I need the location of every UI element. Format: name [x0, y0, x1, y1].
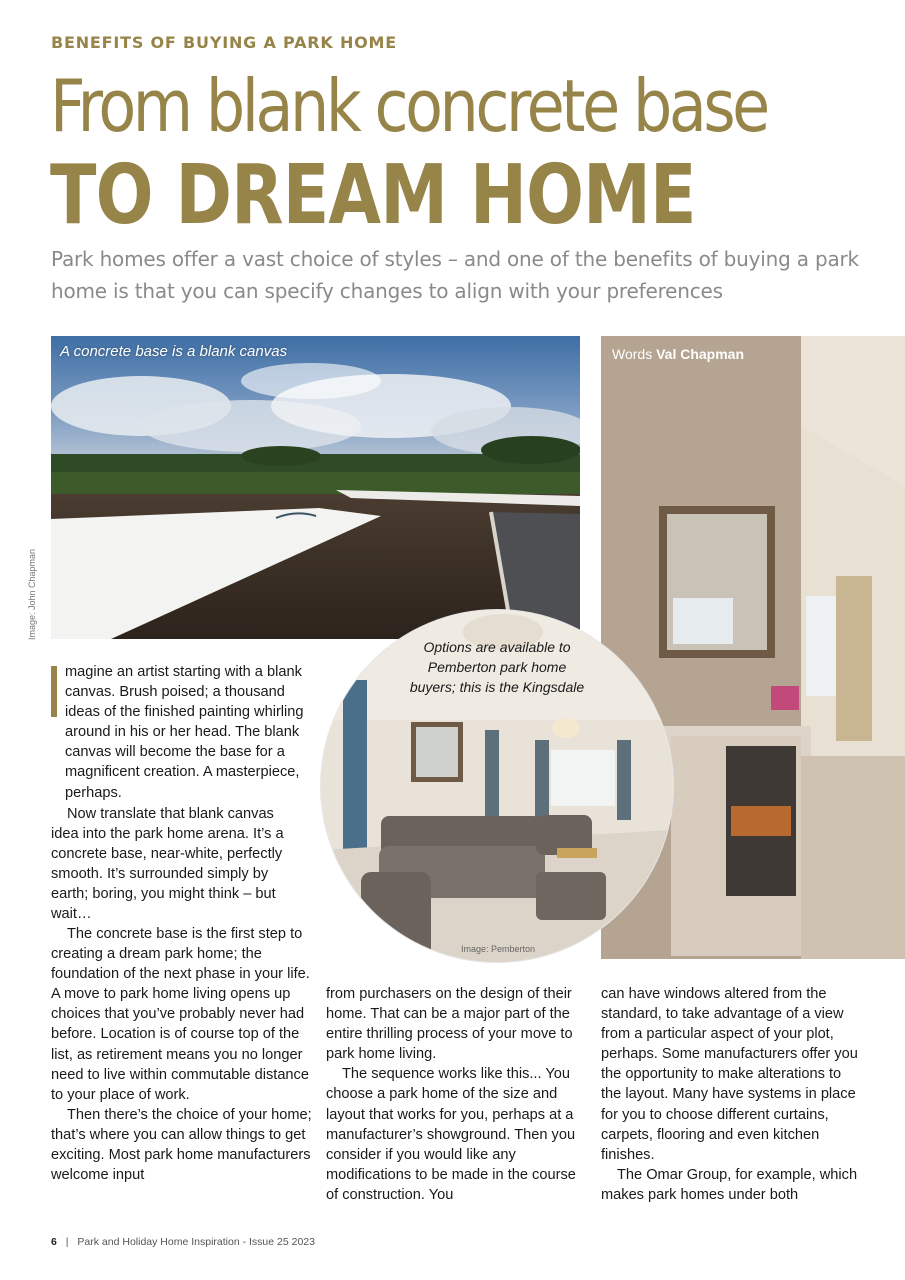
- intro-paragraph: magine an artist starting with a blank canvas. Brush poised; a thousand ideas of the finished painting whirling around in his or her head. The blank canvas will become the base for a magnificent creation. A masterpiece, perhaps.: [65, 664, 304, 801]
- inset-caption-line-3: buyers; this is the Kingsdale: [409, 679, 585, 695]
- concrete-base-illustration: [51, 336, 580, 639]
- headline-line-2: TO DREAM HOME: [50, 148, 696, 243]
- footer-separator: |: [65, 1236, 69, 1248]
- paragraph-2: Now translate that blank canvas idea into the park home arena. It’s a concrete base, near-white, perfectly smooth. It’s surrounded simply by earth; boring, you might think – but wait…: [51, 806, 284, 923]
- body-column-1-bottom: [51, 924, 316, 1185]
- body-column-1-mid: [51, 804, 301, 925]
- body-column-3: [601, 984, 863, 1205]
- paragraph-3: The concrete base is the first step to creating a dream park home; the foundation of the next phase in your life. A move to park home living opens up choices that you’ve probably never had before. Location is of course top of the list, as retirement means you no longer need to live within commutable distance to your place of work.: [51, 926, 310, 1103]
- standfirst: Park homes offer a vast choice of styles – and one of the benefits of buying a park home is that you can specify changes to align with your preferences: [51, 247, 859, 303]
- col3-paragraph-2: The Omar Group, for example, which makes park homes under both: [601, 1166, 858, 1203]
- concrete-base-photo: [51, 336, 580, 639]
- base-photo-caption: A concrete base is a blank canvas: [60, 343, 288, 360]
- inset-caption-line-2: Pemberton park home: [427, 659, 567, 675]
- body-column-1-top: [51, 662, 306, 803]
- section-kicker: BENEFITS OF BUYING A PARK HOME: [51, 33, 397, 52]
- col2-paragraph-2: The sequence works like this... You choose a park home of the size and layout that works for you, perhaps at a manufacturer’s showground. Then you consider if you would like any modifications to be made in the course of construction. You: [326, 1066, 576, 1203]
- base-photo-credit: Image: John Chapman: [27, 548, 37, 640]
- inset-credit: Image: Pemberton: [461, 944, 536, 954]
- col2-paragraph-1: from purchasers on the design of their home. That can be a major part of the entire thrilling process of your move to park home living.: [326, 986, 573, 1063]
- byline: [612, 346, 744, 362]
- inset-caption: [321, 637, 673, 697]
- inset-caption-line-1: Options are available to: [423, 639, 571, 655]
- byline-author: Val Chapman: [656, 346, 745, 362]
- page-number: 6: [51, 1236, 57, 1248]
- headline-line-1: From blank concrete base: [50, 64, 767, 148]
- col3-paragraph-1: can have windows altered from the standard, to take advantage of a view from a particular aspect of your plot, perhaps. Some manufacturers offer you the opportunity to make alterations to the layout. Many have systems in place for you to choose different curtains, carpets, flooring and even kitchen finishes.: [601, 986, 858, 1163]
- byline-prefix: Words: [612, 346, 653, 362]
- page-footer: [51, 1236, 315, 1248]
- body-column-2: [326, 984, 588, 1205]
- kingsdale-circle-inset: [321, 610, 673, 962]
- publication-name: Park and Holiday Home Inspiration - Issue 25 2023: [77, 1236, 315, 1248]
- paragraph-4: Then there’s the choice of your home; that’s where you can allow things to get exciting. Most park home manufacturers welcome input: [51, 1106, 312, 1184]
